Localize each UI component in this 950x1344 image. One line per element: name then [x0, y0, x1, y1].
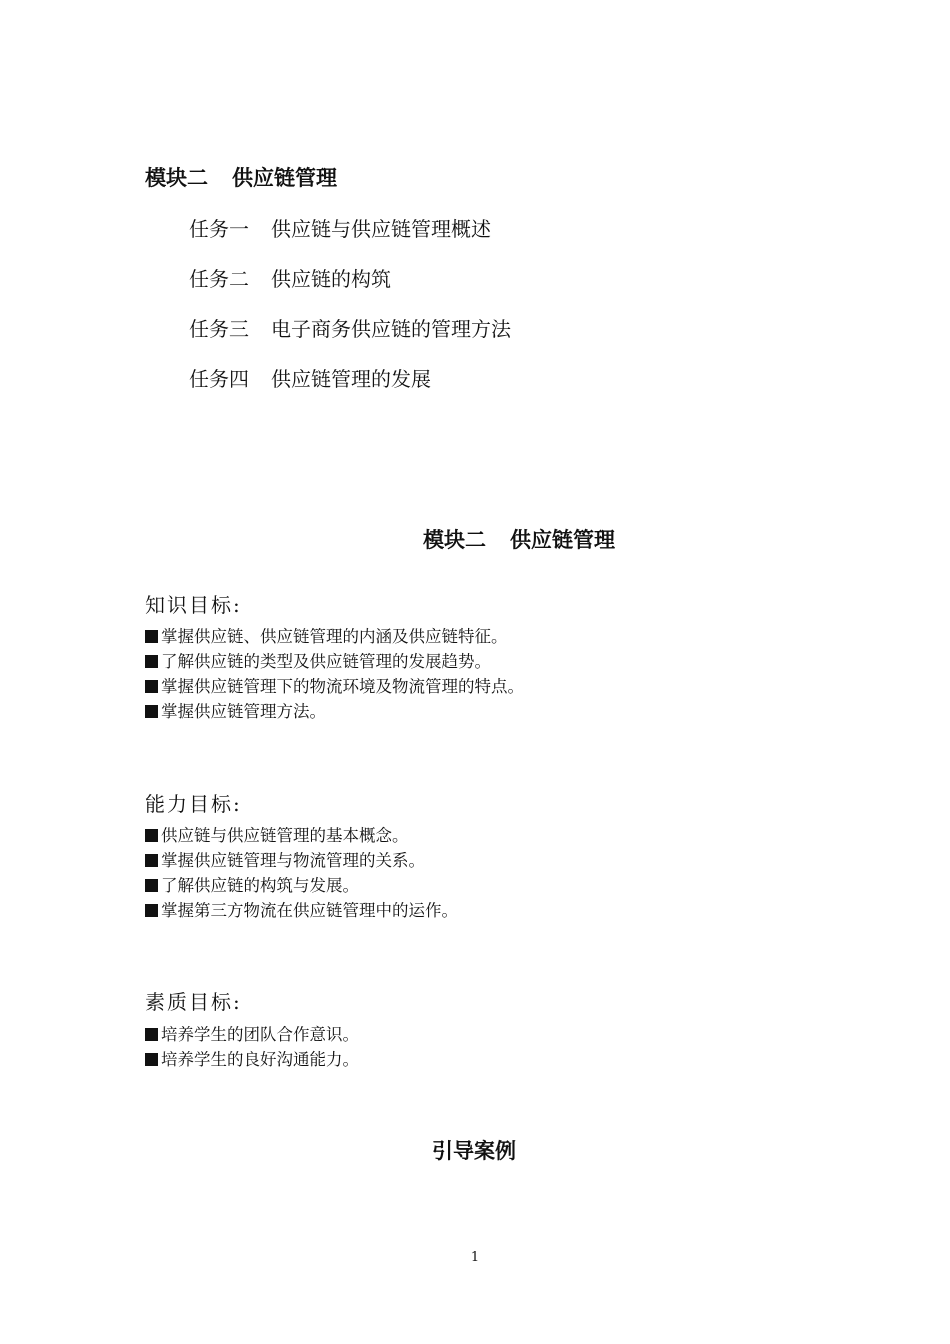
section-module-label: 模块二	[423, 528, 486, 552]
list-item: 培养学生的良好沟通能力。	[145, 1047, 359, 1072]
toc-task-num: 任务四	[189, 367, 249, 391]
bullet-square-icon	[145, 829, 158, 842]
ability-title: 能力目标:	[145, 792, 242, 816]
bullet-square-icon	[145, 680, 158, 693]
toc-module-title: 供应链管理	[232, 166, 337, 190]
toc-task-num: 任务二	[189, 267, 249, 291]
bullet-square-icon	[145, 1053, 158, 1066]
quality-title: 素质目标:	[145, 990, 242, 1014]
bullet-square-icon	[145, 630, 158, 643]
toc-task-1	[189, 213, 491, 242]
toc-task-title: 电子商务供应链的管理方法	[271, 317, 511, 341]
ability-list	[145, 823, 458, 923]
list-item: 供应链与供应链管理的基本概念。	[145, 823, 458, 848]
bullet-square-icon	[145, 879, 158, 892]
bullet-square-icon	[145, 655, 158, 668]
list-item: 掌握供应链、供应链管理的内涵及供应链特征。	[145, 624, 524, 649]
toc-task-title: 供应链管理的发展	[271, 367, 431, 391]
knowledge-title: 知识目标:	[145, 593, 242, 617]
list-item: 掌握供应链管理与物流管理的关系。	[145, 848, 458, 873]
toc-task-title: 供应链与供应链管理概述	[271, 217, 491, 241]
toc-task-4	[189, 363, 431, 392]
toc-module-label: 模块二	[145, 166, 208, 190]
quality-list	[145, 1022, 359, 1072]
list-item: 了解供应链的构筑与发展。	[145, 873, 458, 898]
knowledge-list	[145, 624, 524, 724]
list-item: 掌握供应链管理方法。	[145, 699, 524, 724]
bullet-square-icon	[145, 904, 158, 917]
list-item: 掌握第三方物流在供应链管理中的运作。	[145, 898, 458, 923]
case-heading: 引导案例	[432, 1139, 516, 1163]
toc-module-heading	[145, 162, 337, 192]
page-number: 1	[470, 1250, 480, 1265]
bullet-square-icon	[145, 854, 158, 867]
list-item: 掌握供应链管理下的物流环境及物流管理的特点。	[145, 674, 524, 699]
section-heading	[423, 524, 615, 554]
bullet-square-icon	[145, 1028, 158, 1041]
toc-task-num: 任务三	[189, 317, 249, 341]
toc-task-num: 任务一	[189, 217, 249, 241]
section-module-title: 供应链管理	[510, 528, 615, 552]
list-item: 培养学生的团队合作意识。	[145, 1022, 359, 1047]
toc-task-2	[189, 263, 391, 292]
list-item: 了解供应链的类型及供应链管理的发展趋势。	[145, 649, 524, 674]
toc-task-3	[189, 313, 511, 342]
toc-task-title: 供应链的构筑	[271, 267, 391, 291]
bullet-square-icon	[145, 705, 158, 718]
